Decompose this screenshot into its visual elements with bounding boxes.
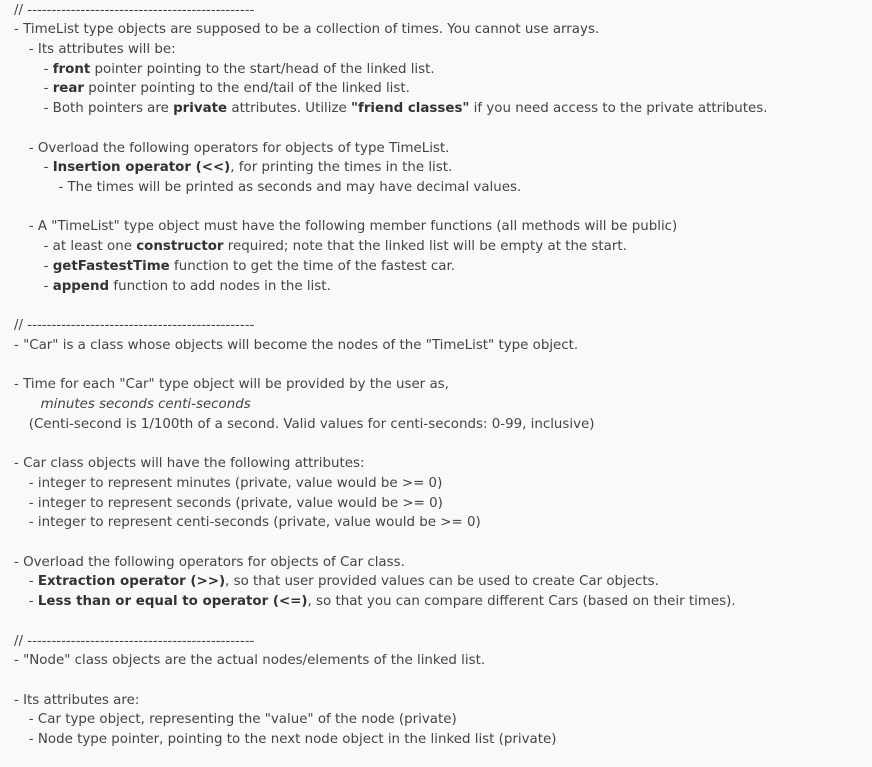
line-text: - at least one [43, 239, 137, 255]
text-line [14, 691, 139, 711]
text-line [14, 632, 254, 652]
text-line [29, 415, 595, 435]
text-line [41, 395, 251, 415]
line-text: - Overload the following operators for objects of type TimeList. [28, 140, 450, 156]
text-line [44, 60, 435, 80]
line-text: - [43, 81, 53, 97]
line-text: - A "TimeList" type object must have the following member functions (all methods will be public) [28, 219, 678, 235]
line-text: - integer to represent centi-seconds (private, value would be >= 0) [28, 515, 481, 531]
text-line [29, 217, 677, 237]
bold-term: constructor [136, 239, 224, 255]
text-line [44, 79, 410, 99]
line-text: - Car type object, representing the "value" of the node (private) [28, 712, 457, 728]
bold-term: front [52, 61, 91, 77]
line-text: - [43, 258, 53, 274]
text-line [14, 553, 405, 573]
text-line [58, 178, 521, 198]
line-text: - [43, 278, 53, 294]
line-text: - "Car" is a class whose objects will become the nodes of the "TimeList" type object. [14, 337, 579, 353]
line-text: - The times will be printed as seconds and may have decimal values. [58, 179, 522, 195]
bold-term: Less than or equal to operator (<=) [37, 594, 308, 610]
text-line [44, 99, 768, 119]
line-text: pointer pointing to the start/head of the linked list. [90, 61, 435, 77]
line-text: - Its attributes will be: [28, 41, 176, 57]
line-text: - Its attributes are: [14, 692, 140, 708]
text-line [14, 651, 485, 671]
text-line [29, 572, 659, 592]
line-text: - TimeList type objects are supposed to be a collection of times. You cannot use arrays. [14, 22, 600, 38]
text-line [44, 237, 627, 257]
line-text: function to add nodes in the list. [109, 278, 331, 294]
bold-term: rear [52, 81, 85, 97]
line-text: - [28, 594, 38, 610]
line-text: - Overload the following operators for objects of Car class. [14, 554, 405, 570]
line-text: pointer pointing to the end/tail of the linked list. [84, 81, 410, 97]
bold-term: getFastestTime [52, 258, 170, 274]
text-line [29, 139, 450, 159]
text-line [14, 1, 254, 21]
text-line [29, 40, 176, 60]
text-line [29, 592, 736, 612]
line-text: - "Node" class objects are the actual nodes/elements of the linked list. [14, 653, 486, 669]
text-line [29, 710, 457, 730]
text-line [29, 474, 443, 494]
line-text: - Node type pointer, pointing to the next node object in the linked list (private) [28, 732, 557, 748]
bold-term: Insertion operator (<<) [52, 160, 231, 176]
line-text: function to get the time of the fastest car. [169, 258, 456, 274]
line-text: // ----------------------------------------------- [14, 633, 255, 649]
line-text: (Centi-second is 1/100th of a second. Valid values for centi-seconds: 0-99, inclusive) [28, 416, 595, 432]
text-line [44, 277, 331, 297]
line-text: // ----------------------------------------------- [14, 2, 255, 18]
line-text: - [28, 574, 38, 590]
text-line [14, 20, 599, 40]
text-line [14, 454, 364, 474]
text-line [14, 316, 254, 336]
line-text: , so that user provided values can be used to create Car objects. [225, 574, 659, 590]
line-text: attributes. Utilize [227, 101, 352, 117]
text-line [29, 494, 443, 514]
line-text: - Both pointers are [43, 101, 174, 117]
line-text: - Car class objects will have the following attributes: [14, 456, 365, 472]
bold-term: append [52, 278, 110, 294]
line-text: , so that you can compare different Cars (based on their times). [307, 594, 736, 610]
line-text: if you need access to the private attributes. [469, 101, 768, 117]
line-text: - integer to represent minutes (private, value would be >= 0) [28, 475, 443, 491]
line-text: - integer to represent seconds (private, value would be >= 0) [28, 495, 443, 511]
text-line [14, 375, 449, 395]
line-text: - [43, 160, 53, 176]
bold-term: "friend classes" [351, 101, 470, 117]
bold-term: private [173, 101, 228, 117]
line-text: - [43, 61, 53, 77]
text-line [44, 158, 453, 178]
line-text: // ----------------------------------------------- [14, 318, 255, 334]
line-text: - Time for each "Car" type object will be provided by the user as, [14, 377, 449, 393]
bold-term: Extraction operator (>>) [37, 574, 226, 590]
line-text: required; note that the linked list will be empty at the start. [223, 239, 627, 255]
italic-text: minutes seconds centi-seconds [40, 396, 251, 412]
text-line [14, 336, 578, 356]
text-line [29, 513, 481, 533]
line-text: , for printing the times in the list. [230, 160, 453, 176]
text-line [29, 730, 557, 750]
text-line [44, 257, 455, 277]
